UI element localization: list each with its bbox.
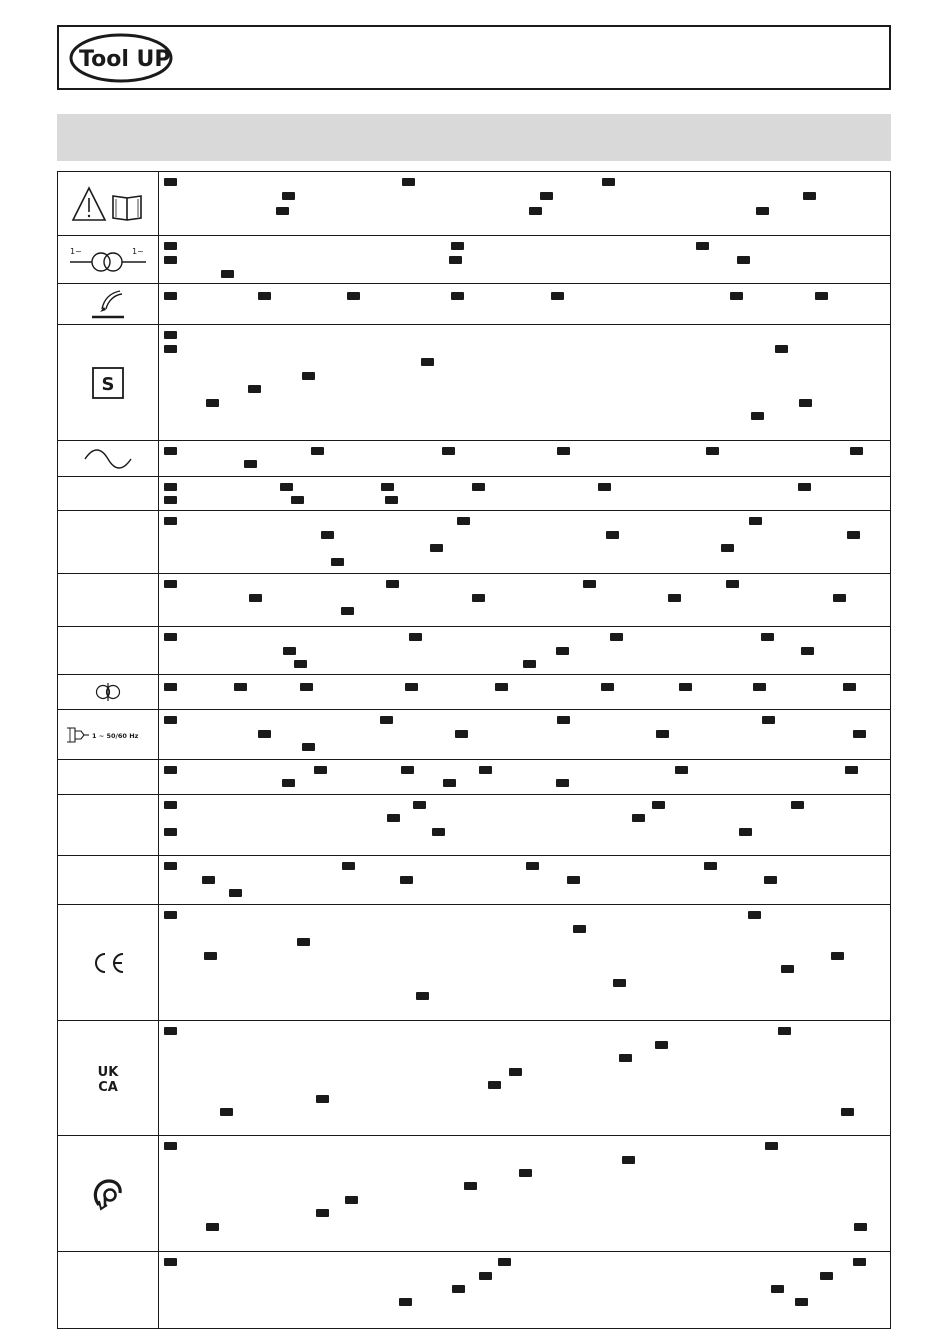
language-tag xyxy=(432,828,445,836)
language-tag xyxy=(479,1272,492,1280)
language-tag xyxy=(164,242,177,250)
single-phase-transformer-icon xyxy=(68,246,148,274)
language-tag xyxy=(737,256,750,264)
language-tag xyxy=(557,447,570,455)
language-tag xyxy=(764,876,777,884)
language-tag xyxy=(316,1209,329,1217)
language-tag xyxy=(164,517,177,525)
language-tag xyxy=(675,766,688,774)
table-row xyxy=(58,1252,890,1328)
language-tag xyxy=(652,801,665,809)
language-tag xyxy=(606,531,619,539)
language-tag xyxy=(602,178,615,186)
table-row xyxy=(58,627,890,675)
table-row xyxy=(58,511,890,574)
language-tag xyxy=(331,558,344,566)
text-cell xyxy=(159,795,890,855)
language-tag xyxy=(704,862,717,870)
language-tag xyxy=(656,730,669,738)
icon-cell xyxy=(58,710,159,759)
text-cell xyxy=(159,675,890,709)
language-tag xyxy=(164,801,177,809)
text-cell xyxy=(159,172,890,235)
text-cell xyxy=(159,441,890,476)
language-tag xyxy=(479,766,492,774)
text-cell xyxy=(159,284,890,324)
language-tag xyxy=(316,1095,329,1103)
language-tag xyxy=(164,1142,177,1150)
table-row xyxy=(58,710,890,760)
language-tag xyxy=(421,358,434,366)
language-tag xyxy=(601,683,614,691)
language-tag xyxy=(381,483,394,491)
language-tag xyxy=(164,483,177,491)
language-tag xyxy=(249,594,262,602)
welding-torch-icon xyxy=(88,287,128,321)
text-cell xyxy=(159,760,890,794)
language-tag xyxy=(302,372,315,380)
language-tag xyxy=(540,192,553,200)
language-tag xyxy=(164,447,177,455)
table-row xyxy=(58,172,890,236)
language-tag xyxy=(472,483,485,491)
icon-cell xyxy=(58,284,159,324)
language-tag xyxy=(556,779,569,787)
language-tag xyxy=(258,730,271,738)
language-tag xyxy=(464,1182,477,1190)
transformer-output-label: 1~ xyxy=(132,246,144,256)
language-tag xyxy=(164,331,177,339)
text-cell xyxy=(159,1136,890,1251)
s-mark-icon xyxy=(91,366,125,400)
language-tag xyxy=(488,1081,501,1089)
language-tag xyxy=(751,412,764,420)
icon-cell xyxy=(58,172,159,235)
mains-plug-icon xyxy=(65,725,151,745)
language-tag xyxy=(164,178,177,186)
icon-cell xyxy=(58,1252,159,1328)
language-tag xyxy=(291,496,304,504)
icon-cell xyxy=(58,511,159,573)
language-tag xyxy=(387,814,400,822)
language-tag xyxy=(523,660,536,668)
language-tag xyxy=(416,992,429,1000)
language-tag xyxy=(283,647,296,655)
language-tag xyxy=(739,828,752,836)
section-band xyxy=(57,114,891,161)
language-tag xyxy=(405,683,418,691)
language-tag xyxy=(622,1156,635,1164)
language-tag xyxy=(457,517,470,525)
language-tag xyxy=(632,814,645,822)
language-tag xyxy=(803,192,816,200)
language-tag xyxy=(164,580,177,588)
language-tag xyxy=(762,716,775,724)
language-tag xyxy=(430,544,443,552)
table-row xyxy=(58,325,890,441)
language-tag xyxy=(386,580,399,588)
language-tag xyxy=(302,743,315,751)
icon-cell xyxy=(58,574,159,626)
language-tag xyxy=(400,876,413,884)
language-tag xyxy=(721,544,734,552)
language-tag xyxy=(753,683,766,691)
language-tag xyxy=(799,399,812,407)
language-tag xyxy=(820,1272,833,1280)
language-tag xyxy=(413,801,426,809)
language-tag xyxy=(798,483,811,491)
transformer-input-label: 1~ xyxy=(70,246,82,256)
icon-cell xyxy=(58,1136,159,1251)
language-tag xyxy=(619,1054,632,1062)
language-tag xyxy=(401,766,414,774)
logo-brand-text: Tool UP xyxy=(79,47,171,72)
language-tag xyxy=(234,683,247,691)
text-cell xyxy=(159,1252,890,1328)
table-row xyxy=(58,856,890,905)
language-tag xyxy=(282,192,295,200)
mains-rating-label: 1 ~ 50/60 Hz xyxy=(92,731,139,740)
language-tag xyxy=(311,447,324,455)
language-tag xyxy=(529,207,542,215)
language-tag xyxy=(791,801,804,809)
text-cell xyxy=(159,236,890,283)
language-tag xyxy=(771,1285,784,1293)
language-tag xyxy=(164,862,177,870)
language-tag xyxy=(455,730,468,738)
language-tag xyxy=(781,965,794,973)
language-tag xyxy=(314,766,327,774)
language-tag xyxy=(854,1223,867,1231)
language-tag xyxy=(845,766,858,774)
table-row xyxy=(58,1021,890,1136)
language-tag xyxy=(449,256,462,264)
language-tag xyxy=(409,633,422,641)
language-tag xyxy=(613,979,626,987)
text-cell xyxy=(159,1021,890,1135)
language-tag xyxy=(748,911,761,919)
language-tag xyxy=(655,1041,668,1049)
table-row xyxy=(58,477,890,511)
language-tag xyxy=(815,292,828,300)
language-tag xyxy=(164,633,177,641)
language-tag xyxy=(598,483,611,491)
text-cell xyxy=(159,477,890,510)
language-tag xyxy=(380,716,393,724)
warning-read-manual-icon xyxy=(71,184,145,224)
language-tag xyxy=(347,292,360,300)
icon-cell xyxy=(58,441,159,476)
language-tag xyxy=(399,1298,412,1306)
language-tag xyxy=(221,270,234,278)
language-tag xyxy=(495,683,508,691)
language-tag xyxy=(204,952,217,960)
language-tag xyxy=(164,496,177,504)
language-tag xyxy=(847,531,860,539)
s-mark-label: S xyxy=(101,373,115,395)
table-row xyxy=(58,574,890,627)
tool-up-logo xyxy=(69,33,173,83)
language-tag xyxy=(244,460,257,468)
wire-spool-icon xyxy=(93,682,123,702)
language-tag xyxy=(498,1258,511,1266)
language-tag xyxy=(276,207,289,215)
icon-cell xyxy=(58,477,159,510)
language-tag xyxy=(801,647,814,655)
language-tag xyxy=(342,862,355,870)
language-tag xyxy=(519,1169,532,1177)
language-tag xyxy=(756,207,769,215)
text-cell xyxy=(159,325,890,440)
language-tag xyxy=(206,1223,219,1231)
header-box xyxy=(57,25,891,90)
language-tag xyxy=(341,607,354,615)
language-tag xyxy=(164,1027,177,1035)
ukca-top-label: UK xyxy=(97,1065,119,1080)
language-tag xyxy=(442,447,455,455)
language-tag xyxy=(556,647,569,655)
language-tag xyxy=(202,876,215,884)
language-tag xyxy=(795,1298,808,1306)
language-tag xyxy=(164,766,177,774)
language-tag xyxy=(385,496,398,504)
language-tag xyxy=(280,483,293,491)
language-tag xyxy=(706,447,719,455)
icon-cell xyxy=(58,760,159,794)
table-row xyxy=(58,905,890,1021)
table-row xyxy=(58,1136,890,1252)
language-tag xyxy=(300,683,313,691)
language-tag xyxy=(443,779,456,787)
icon-cell xyxy=(58,236,159,283)
table-row xyxy=(58,284,890,325)
language-tag xyxy=(726,580,739,588)
language-tag xyxy=(248,385,261,393)
language-tag xyxy=(730,292,743,300)
language-tag xyxy=(749,517,762,525)
language-tag xyxy=(509,1068,522,1076)
language-tag xyxy=(850,447,863,455)
language-tag xyxy=(696,242,709,250)
ce-mark-icon xyxy=(90,951,126,975)
language-tag xyxy=(841,1108,854,1116)
text-cell xyxy=(159,710,890,759)
language-tag xyxy=(833,594,846,602)
language-tag xyxy=(526,862,539,870)
table-row xyxy=(58,441,890,477)
text-cell xyxy=(159,627,890,674)
language-tag xyxy=(164,256,177,264)
language-tag xyxy=(775,345,788,353)
icon-cell xyxy=(58,795,159,855)
language-tag xyxy=(164,828,177,836)
text-cell xyxy=(159,905,890,1020)
language-tag xyxy=(321,531,334,539)
language-tag xyxy=(164,345,177,353)
icon-cell xyxy=(58,325,159,440)
language-tag xyxy=(765,1142,778,1150)
language-tag xyxy=(282,779,295,787)
language-tag xyxy=(220,1108,233,1116)
table-row xyxy=(58,795,890,856)
language-tag xyxy=(573,925,586,933)
table-row xyxy=(58,675,890,710)
language-tag xyxy=(551,292,564,300)
language-tag xyxy=(853,730,866,738)
language-tag xyxy=(164,292,177,300)
language-tag xyxy=(164,911,177,919)
icon-cell xyxy=(58,905,159,1020)
language-tag xyxy=(583,580,596,588)
language-tag xyxy=(853,1258,866,1266)
language-tag xyxy=(452,1285,465,1293)
language-tag xyxy=(229,889,242,897)
language-tag xyxy=(778,1027,791,1035)
language-tag xyxy=(297,938,310,946)
language-tag xyxy=(761,633,774,641)
language-tag xyxy=(164,716,177,724)
language-tag xyxy=(831,952,844,960)
text-cell xyxy=(159,856,890,904)
text-cell xyxy=(159,574,890,626)
language-tag xyxy=(567,876,580,884)
language-tag xyxy=(557,716,570,724)
icon-cell xyxy=(58,627,159,674)
recycling-mark-icon xyxy=(93,1177,123,1211)
icon-cell xyxy=(58,856,159,904)
alternating-current-icon xyxy=(83,449,133,469)
language-tag xyxy=(679,683,692,691)
table-row xyxy=(58,236,890,284)
language-tag xyxy=(472,594,485,602)
language-tag xyxy=(294,660,307,668)
ukca-bottom-label: CA xyxy=(98,1080,118,1093)
table-row xyxy=(58,760,890,795)
text-cell xyxy=(159,511,890,573)
language-tag xyxy=(345,1196,358,1204)
language-tag xyxy=(668,594,681,602)
language-tag xyxy=(164,683,177,691)
icon-cell xyxy=(58,1021,159,1135)
icon-cell xyxy=(58,675,159,709)
language-tag xyxy=(610,633,623,641)
language-tag xyxy=(451,242,464,250)
language-tag xyxy=(451,292,464,300)
language-tag xyxy=(206,399,219,407)
symbol-table xyxy=(57,171,891,1329)
language-tag xyxy=(258,292,271,300)
language-tag xyxy=(164,1258,177,1266)
language-tag xyxy=(402,178,415,186)
language-tag xyxy=(843,683,856,691)
ukca-mark-icon xyxy=(93,1063,123,1093)
